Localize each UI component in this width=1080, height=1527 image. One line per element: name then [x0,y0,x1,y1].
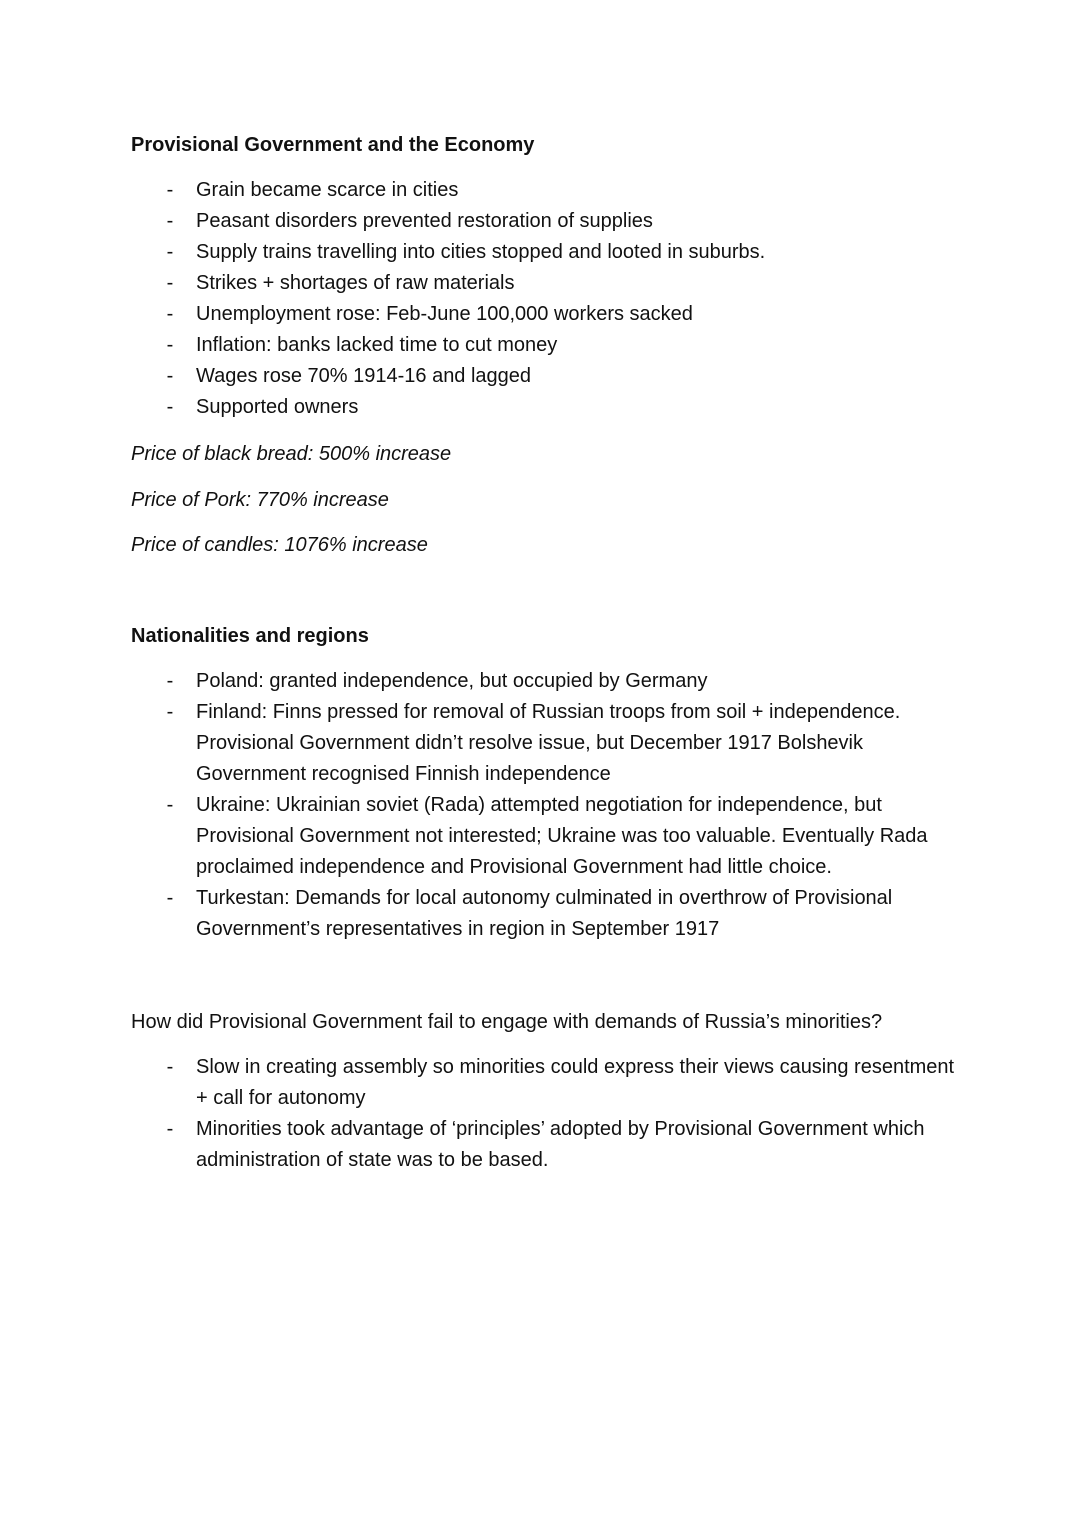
nationalities-heading: Nationalities and regions [131,625,369,647]
dash-bullet: - [166,303,174,325]
dash-bullet: - [166,272,174,294]
list-item [131,237,961,268]
list-item [131,175,961,206]
dash-bullet: - [166,241,174,263]
list-item-text: Poland: granted independence, but occupied by Germany [196,670,708,692]
list-item [131,697,961,790]
list-item-text: Finland: Finns pressed for removal of Russian troops from soil + independence. Provisional Government didn’t resolve issue, but December 1917 Bolshevik Government recognised Finnish independence [196,701,901,785]
dash-bullet: - [166,210,174,232]
dash-bullet: - [166,1118,174,1140]
list-item [131,666,961,697]
list-item-text: Supply trains travelling into cities stopped and looted in suburbs. [196,241,766,263]
dash-bullet: - [166,794,174,816]
list-item-text: Wages rose 70% 1914-16 and lagged [196,365,532,387]
dash-bullet: - [166,365,174,387]
list-item [131,206,961,237]
list-item [131,330,961,361]
nationalities-bullet-list [131,666,961,945]
economy-bullet-list [131,175,961,423]
list-item-text: Grain became scarce in cities [196,179,459,201]
list-item [131,268,961,299]
list-item-text: Turkestan: Demands for local autonomy culminated in overthrow of Provisional Government’s representatives in region in September 1917 [196,887,893,940]
list-item [131,1052,961,1114]
minorities-bullet-list [131,1052,961,1176]
list-item-text: Ukraine: Ukrainian soviet (Rada) attempted negotiation for independence, but Provisional Government not interested; Ukraine was too valuable. Eventually Rada proclaimed independence and Provisional Government had little choice. [196,794,928,878]
list-item-text: Supported owners [196,396,359,418]
list-item-text: Minorities took advantage of ‘principles’ adopted by Provisional Government which administration of state was to be based. [196,1118,925,1171]
price-black-bread: Price of black bread: 500% increase [131,443,452,465]
list-item [131,299,961,330]
list-item [131,883,961,945]
dash-bullet: - [166,334,174,356]
list-item [131,361,961,392]
economy-heading: Provisional Government and the Economy [131,134,535,156]
dash-bullet: - [166,179,174,201]
dash-bullet: - [166,670,174,692]
dash-bullet: - [166,887,174,909]
minorities-question: How did Provisional Government fail to engage with demands of Russia’s minorities? [131,1011,883,1033]
dash-bullet: - [166,701,174,723]
list-item [131,790,961,883]
price-pork: Price of Pork: 770% increase [131,489,389,511]
list-item [131,392,961,423]
list-item-text: Slow in creating assembly so minorities could express their views causing resentment + call for autonomy [196,1056,955,1109]
list-item-text: Strikes + shortages of raw materials [196,272,515,294]
price-candles: Price of candles: 1076% increase [131,534,428,556]
list-item-text: Peasant disorders prevented restoration of supplies [196,210,653,232]
list-item-text: Unemployment rose: Feb-June 100,000 workers sacked [196,303,693,325]
list-item-text: Inflation: banks lacked time to cut money [196,334,558,356]
dash-bullet: - [166,396,174,418]
dash-bullet: - [166,1056,174,1078]
list-item [131,1114,961,1176]
